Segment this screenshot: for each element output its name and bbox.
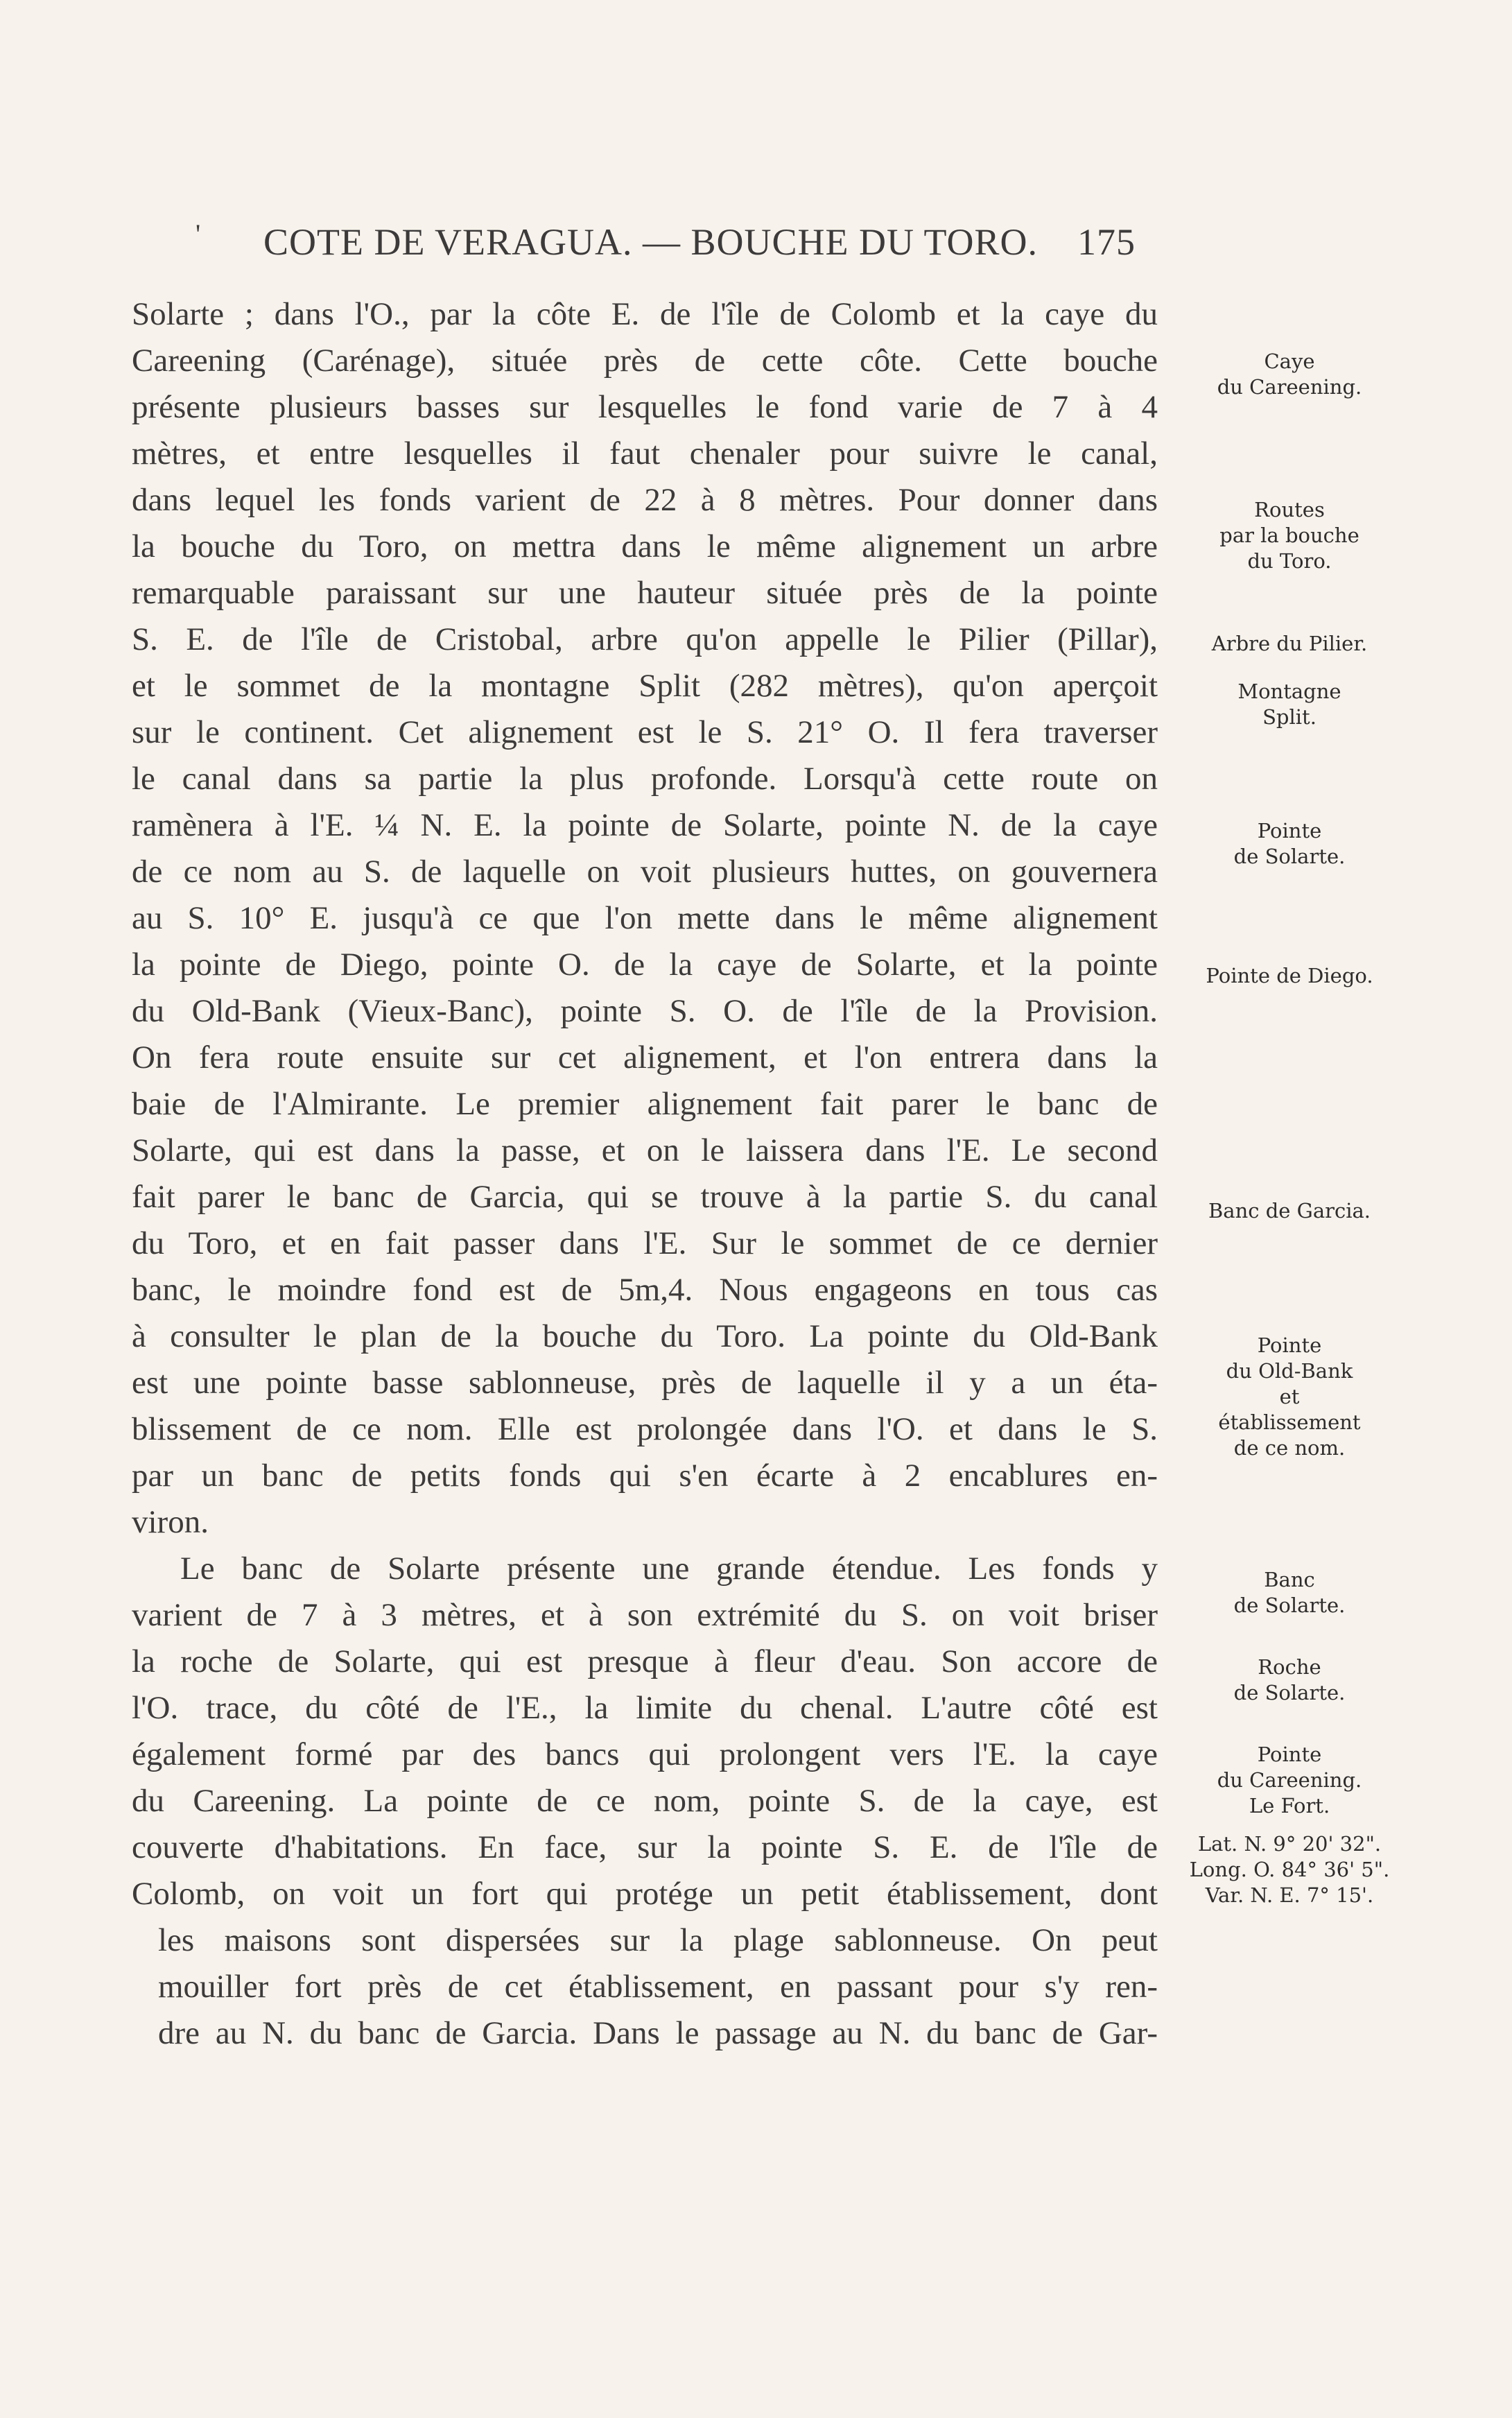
margin-note-arbre-pilier bbox=[1179, 631, 1400, 657]
text-line: de ce nom au S. de laquelle on voit plusieurs huttes, on gouvernera bbox=[132, 854, 1158, 890]
text-line: la bouche du Toro, on mettra dans le même alignement un arbre bbox=[132, 528, 1158, 564]
text-line: mouiller fort près de cet établissement, en passant pour s'y ren- bbox=[158, 1969, 1158, 2005]
text-line: par un banc de petits fonds qui s'en écarte à 2 encablures en- bbox=[132, 1458, 1158, 1494]
text-line: présente plusieurs basses sur lesquelles le fond varie de 7 à 4 bbox=[132, 389, 1158, 425]
text-line: fait parer le banc de Garcia, qui se trouve à la partie S. du canal bbox=[132, 1179, 1158, 1215]
text-line: la roche de Solarte, qui est presque à fleur d'eau. Son accore de bbox=[132, 1643, 1158, 1679]
margin-line: de Solarte. bbox=[1233, 845, 1346, 868]
margin-line: établissement bbox=[1218, 1410, 1361, 1434]
margin-line: Pointe bbox=[1257, 1743, 1322, 1766]
text-line: blissement de ce nom. Elle est prolongée dans l'O. et dans le S. bbox=[132, 1411, 1158, 1447]
margin-line: par la bouche bbox=[1219, 524, 1359, 547]
margin-line: du Careening. bbox=[1217, 1768, 1362, 1792]
margin-line: Split. bbox=[1262, 705, 1317, 729]
margin-line: du Careening. bbox=[1217, 375, 1362, 399]
margin-line: Routes bbox=[1254, 498, 1325, 521]
margin-line: de Solarte. bbox=[1233, 1594, 1346, 1617]
text-line: du Toro, et en fait passer dans l'E. Sur le sommet de ce dernier bbox=[132, 1225, 1158, 1261]
margin-note-routes bbox=[1179, 497, 1400, 574]
header-mark: ' bbox=[195, 218, 202, 250]
margin-line: du Toro. bbox=[1247, 549, 1332, 573]
text-line: également formé par des bancs qui prolongent vers l'E. la caye bbox=[132, 1736, 1158, 1772]
header-title: COTE DE VERAGUA. — BOUCHE DU TORO. bbox=[263, 221, 1039, 263]
text-line: baie de l'Almirante. Le premier alignement fait parer le banc de bbox=[132, 1086, 1158, 1122]
body-text bbox=[132, 291, 1158, 2057]
margin-line: Caye bbox=[1264, 349, 1315, 373]
margin-note-pointe-solarte bbox=[1179, 818, 1400, 870]
text-line: remarquable paraissant sur une hauteur située près de la pointe bbox=[132, 575, 1158, 611]
running-header bbox=[187, 218, 1144, 276]
text-line: sur le continent. Cet alignement est le S. 21° O. Il fera traverser bbox=[132, 714, 1158, 750]
margin-line: de ce nom. bbox=[1233, 1436, 1346, 1460]
margin-line: Roche bbox=[1258, 1655, 1321, 1679]
margin-line: Pointe bbox=[1257, 1333, 1322, 1357]
text-line: S. E. de l'île de Cristobal, arbre qu'on appelle le Pilier (Pillar), bbox=[132, 621, 1158, 657]
margin-note-coordinates bbox=[1179, 1831, 1400, 1908]
margin-line: Banc bbox=[1264, 1568, 1315, 1591]
margin-note-pointe-careening bbox=[1179, 1742, 1400, 1819]
text-line: varient de 7 à 3 mètres, et à son extrémité du S. on voit briser bbox=[132, 1597, 1158, 1633]
text-line: du Careening. La pointe de ce nom, pointe S. de la caye, est bbox=[132, 1783, 1158, 1819]
margin-note-montagne-split bbox=[1179, 679, 1400, 730]
margin-line: Long. O. 84° 36' 5". bbox=[1189, 1858, 1390, 1881]
text-line: au S. 10° E. jusqu'à ce que l'on mette dans le même alignement bbox=[132, 900, 1158, 936]
margin-line: et bbox=[1279, 1385, 1300, 1408]
text-line: le canal dans sa partie la plus profonde. Lorsqu'à cette route on bbox=[132, 761, 1158, 797]
text-line: la pointe de Diego, pointe O. de la caye de Solarte, et la pointe bbox=[132, 947, 1158, 983]
margin-line: Montagne bbox=[1237, 680, 1341, 703]
text-line: Solarte ; dans l'O., par la côte E. de l'île de Colomb et la caye du bbox=[132, 296, 1158, 332]
margin-line: Le Fort. bbox=[1249, 1794, 1330, 1817]
margin-note-old-bank bbox=[1179, 1333, 1400, 1461]
text-line: dans lequel les fonds varient de 22 à 8 mètres. Pour donner dans bbox=[132, 482, 1158, 518]
text-line: l'O. trace, du côté de l'E., la limite du chenal. L'autre côté est bbox=[132, 1690, 1158, 1726]
text-line: banc, le moindre fond est de 5m,4. Nous engageons en tous cas bbox=[132, 1272, 1158, 1308]
text-line: dre au N. du banc de Garcia. Dans le passage au N. du banc de Gar- bbox=[158, 2015, 1158, 2051]
text-line: On fera route ensuite sur cet alignement, et l'on entrera dans la bbox=[132, 1039, 1158, 1076]
text-line: les maisons sont dispersées sur la plage sablonneuse. On peut bbox=[158, 1922, 1158, 1958]
text-line: Colomb, on voit un fort qui protége un petit établissement, dont bbox=[132, 1876, 1158, 1912]
margin-line: Lat. N. 9° 20' 32". bbox=[1197, 1832, 1382, 1856]
text-line: Solarte, qui est dans la passe, et on le laissera dans l'E. Le second bbox=[132, 1132, 1158, 1168]
margin-note-roche-solarte bbox=[1179, 1655, 1400, 1706]
text-line: Le banc de Solarte présente une grande étendue. Les fonds y bbox=[180, 1551, 1158, 1587]
text-line: ramènera à l'E. ¼ N. E. la pointe de Solarte, pointe N. de la caye bbox=[132, 807, 1158, 843]
text-line: mètres, et entre lesquelles il faut chenaler pour suivre le canal, bbox=[132, 435, 1158, 472]
margin-note-pointe-diego bbox=[1179, 963, 1400, 989]
text-line: est une pointe basse sablonneuse, près de laquelle il y a un éta- bbox=[132, 1365, 1158, 1401]
margin-line: du Old-Bank bbox=[1226, 1359, 1353, 1383]
margin-line: Var. N. E. 7° 15'. bbox=[1205, 1883, 1374, 1907]
margin-note-caye-careening bbox=[1179, 349, 1400, 400]
margin-note-banc-garcia bbox=[1179, 1198, 1400, 1224]
text-line: viron. bbox=[132, 1504, 209, 1540]
margin-note-banc-solarte bbox=[1179, 1567, 1400, 1618]
margin-line: Pointe bbox=[1257, 819, 1322, 843]
text-line: du Old-Bank (Vieux-Banc), pointe S. O. de l'île de la Provision. bbox=[132, 993, 1158, 1029]
text-line: Careening (Carénage), située près de cette côte. Cette bouche bbox=[132, 343, 1158, 379]
margin-line: Arbre du Pilier. bbox=[1211, 632, 1368, 655]
text-line: et le sommet de la montagne Split (282 mètres), qu'on aperçoit bbox=[132, 668, 1158, 704]
margin-line: Banc de Garcia. bbox=[1208, 1199, 1371, 1223]
text-line: couverte d'habitations. En face, sur la pointe S. E. de l'île de bbox=[132, 1829, 1158, 1865]
page-number: 175 bbox=[1077, 221, 1136, 263]
margin-line: de Solarte. bbox=[1233, 1681, 1346, 1704]
text-line: à consulter le plan de la bouche du Toro. La pointe du Old-Bank bbox=[132, 1318, 1158, 1354]
margin-line: Pointe de Diego. bbox=[1206, 964, 1373, 987]
